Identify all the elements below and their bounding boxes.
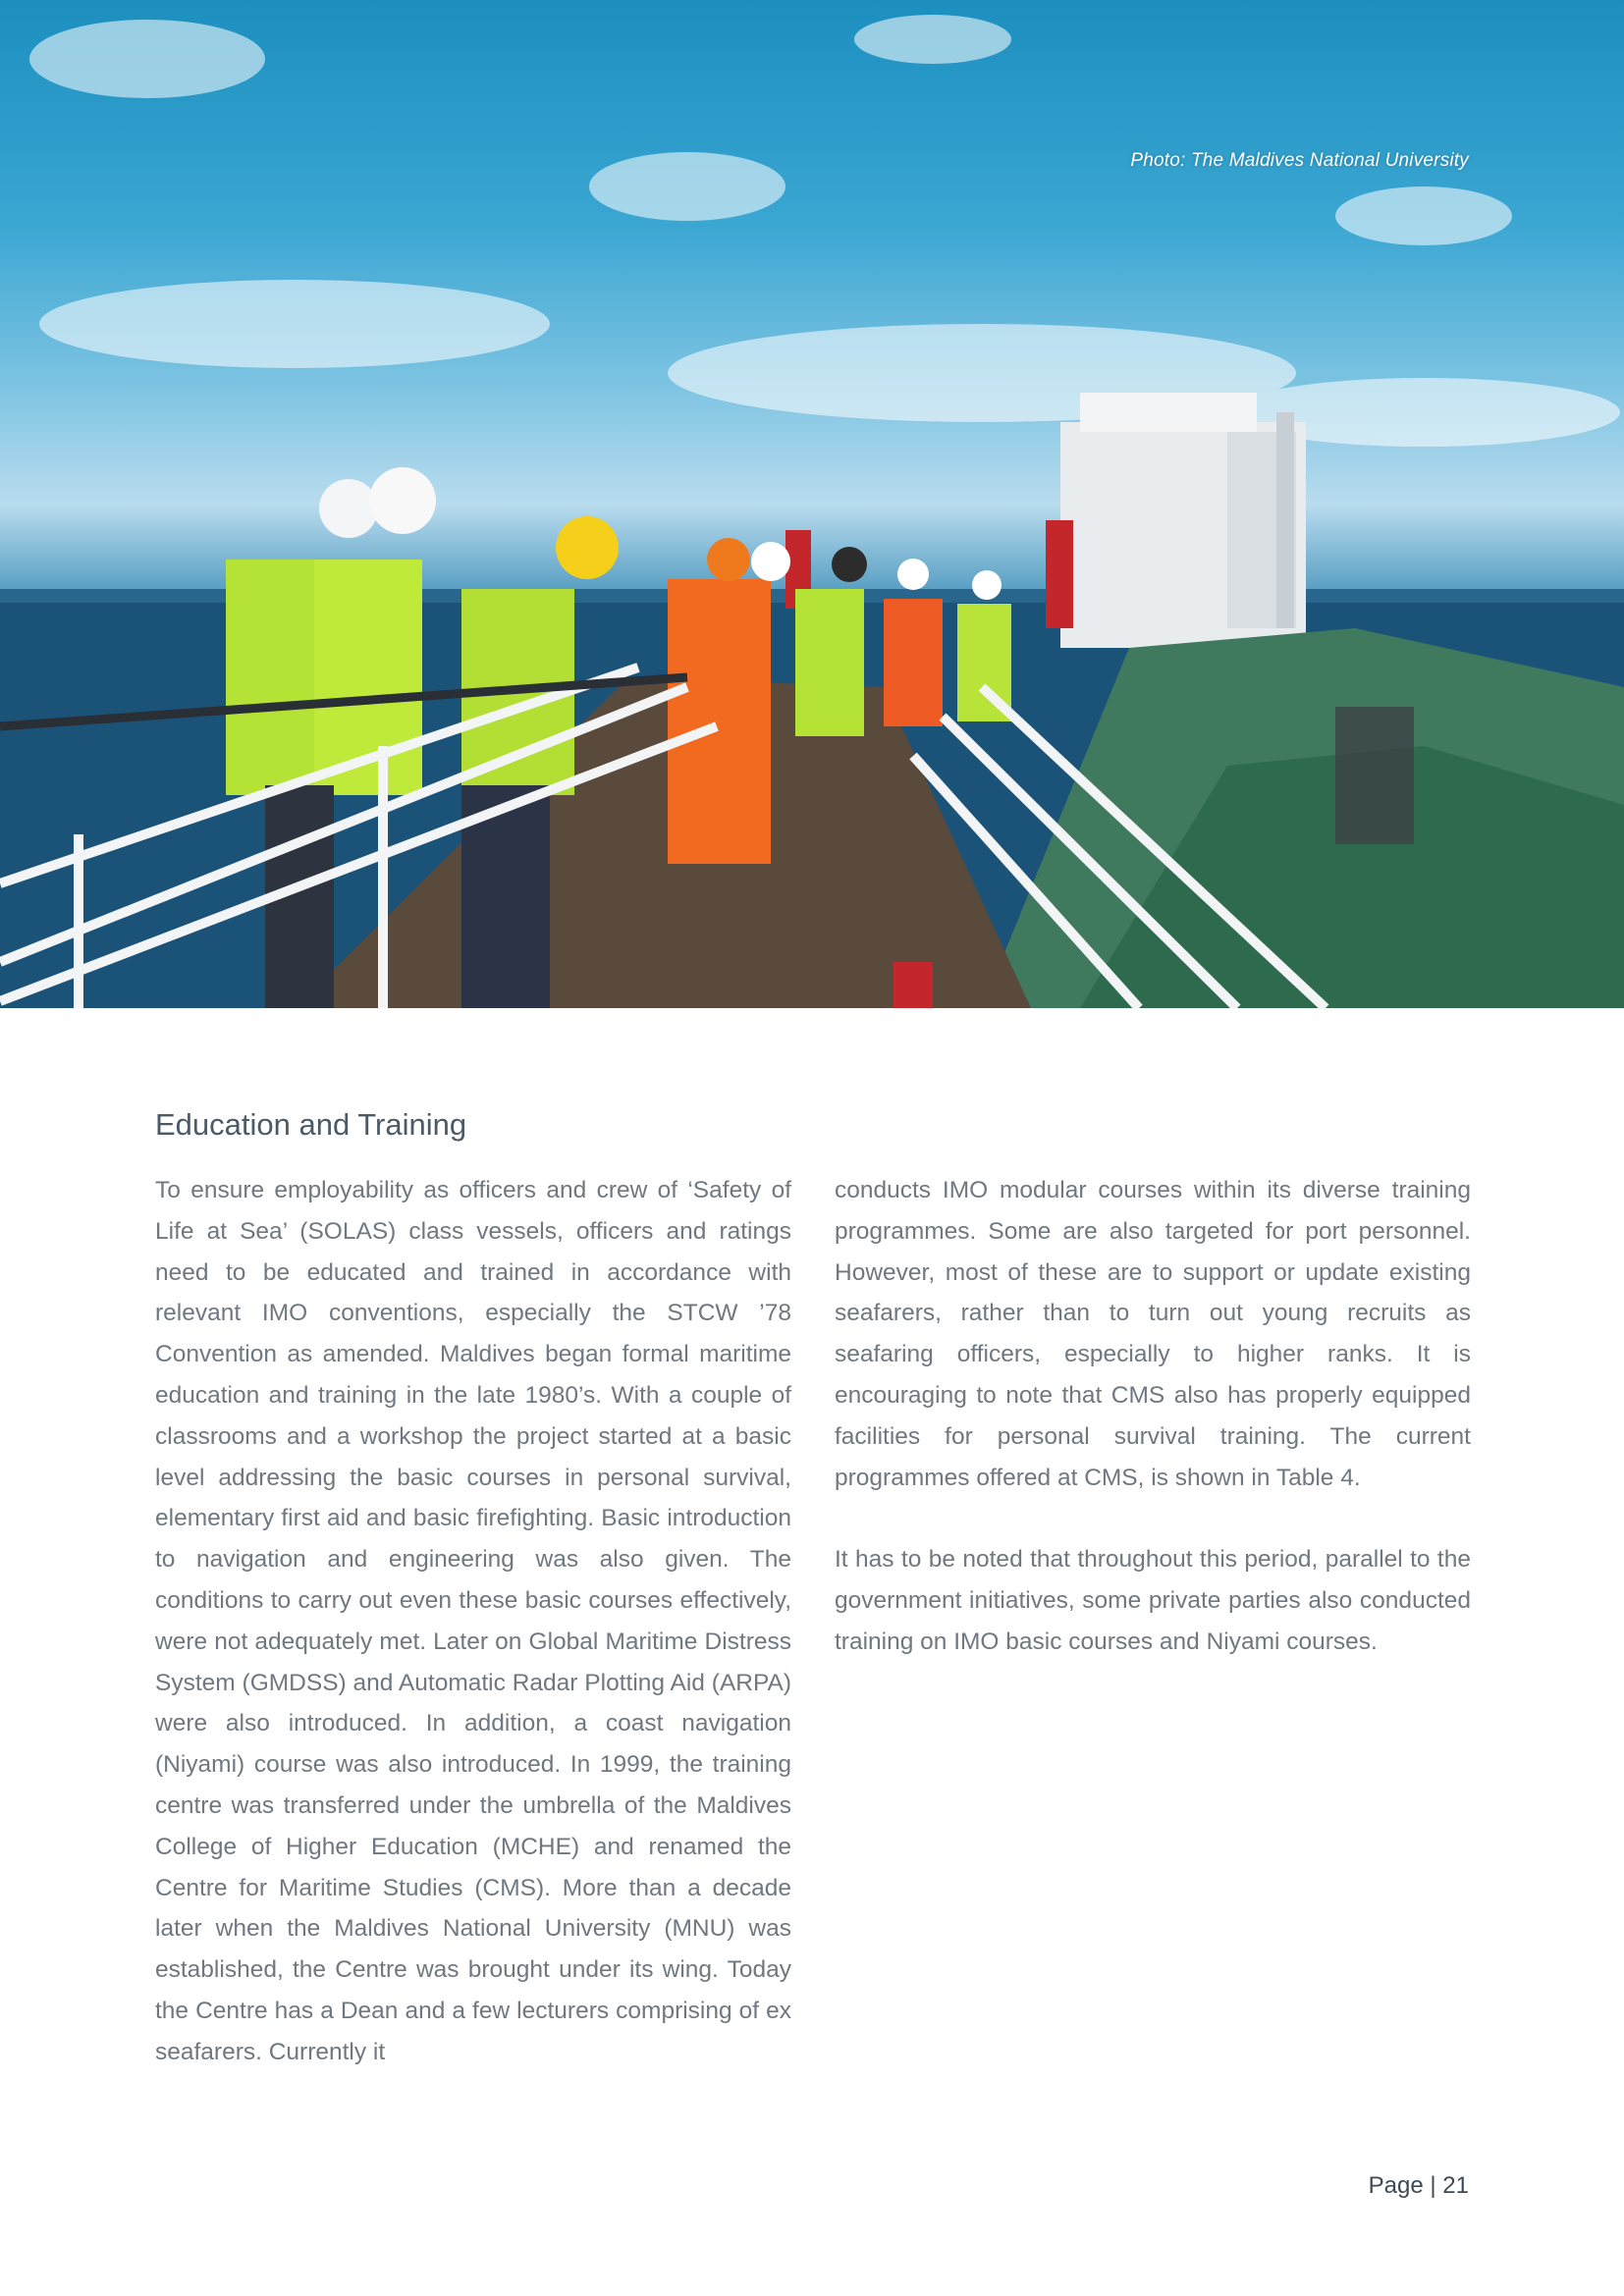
- section-heading: Education and Training: [155, 1107, 467, 1142]
- clouds: [29, 15, 1620, 447]
- hero-photo: [0, 0, 1624, 1008]
- body-paragraph: conducts IMO modular courses within its diverse training programmes. Some are also targeted for port personnel. However, most of these are to support or update existing seafarers, rather than to turn out young recruits as seafaring officers, especially to higher ranks. It is encouraging to note that CMS also has properly equipped facilities for personal survival training. The current programmes offered at CMS, is shown in Table 4.: [835, 1177, 1471, 1491]
- body-paragraph: It has to be noted that throughout this period, parallel to the government initiatives, some private parties also conducted training on IMO basic courses and Niyami courses.: [835, 1546, 1471, 1655]
- page-number: Page | 21: [1368, 2172, 1469, 2199]
- left-column: [155, 1170, 791, 2073]
- right-column: [835, 1170, 1471, 1663]
- body-paragraph: To ensure employability as officers and crew of ‘Safety of Life at Sea’ (SOLAS) class vessels, officers and ratings need to be educated and trained in accordance with relevant IMO conventions, especially the STCW ’78 Convention as amended. Maldives began formal maritime education and training in the late 1980’s. With a couple of classrooms and a workshop the project started at a basic level addressing the basic courses in personal survival, elementary first aid and basic firefighting. Basic introduction to navigation and engineering was also given. The conditions to carry out even these basic courses effectively, were not adequately met. Later on Global Maritime Distress System (GMDSS) and Automatic Radar Plotting Aid (ARPA) were also introduced. In addition, a coast navigation (Niyami) course was also introduced. In 1999, the training centre was transferred under the umbrella of the Maldives College of Higher Education (MCHE) and renamed the Centre for Maritime Studies (CMS). More than a decade later when the Maldives National University (MNU) was established, the Centre was brought under its wing. Today the Centre has a Dean and a few lecturers comprising of ex seafarers. Currently it: [155, 1177, 791, 2065]
- photo-credit: Photo: The Maldives National University: [1130, 150, 1469, 171]
